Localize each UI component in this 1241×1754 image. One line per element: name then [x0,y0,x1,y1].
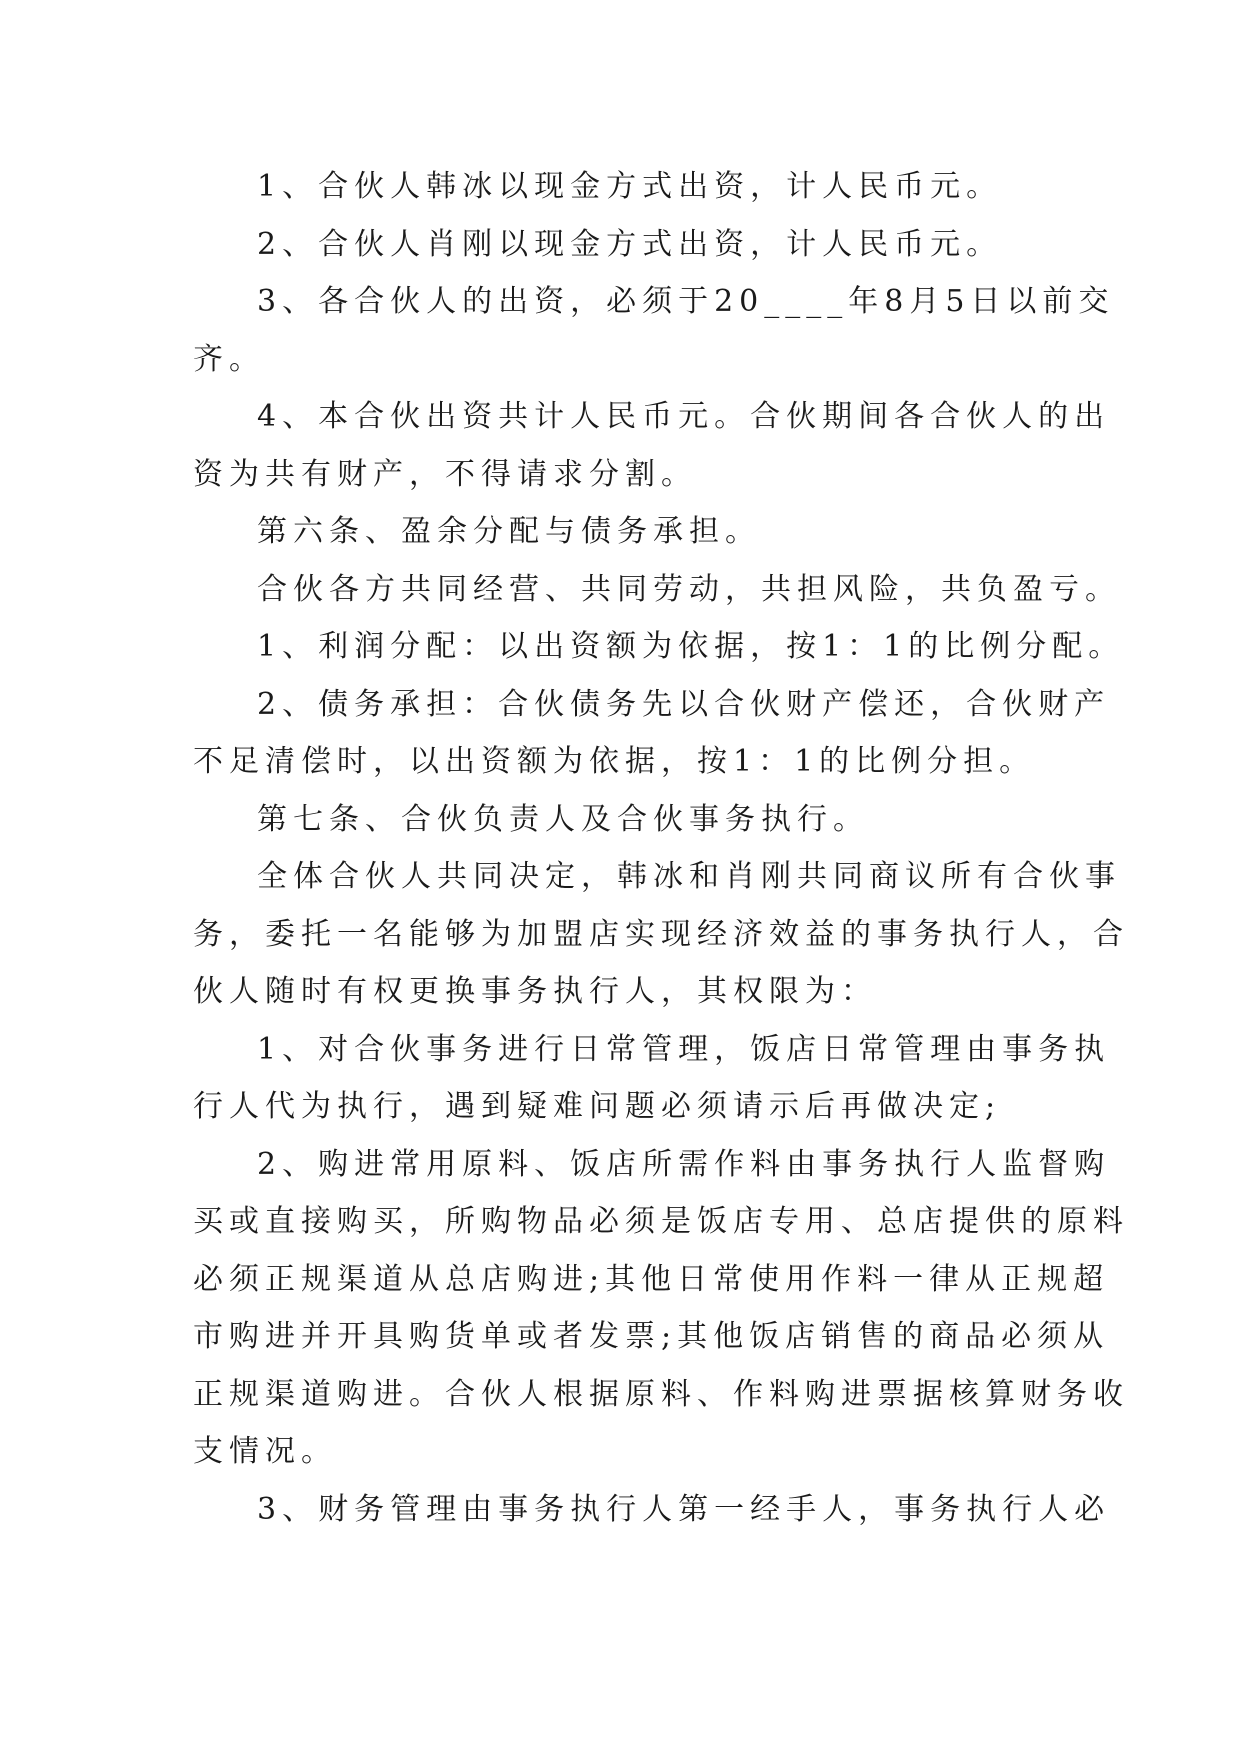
paragraph-line: 1、合伙人韩冰以现金方式出资，计人民币元。 [257,169,1003,204]
paragraph-line: 资为共有财产，不得请求分割。 [193,456,697,492]
paragraph-line: 齐。 [193,341,265,377]
paragraph-line: 全体合伙人共同决定，韩冰和肖刚共同商议所有合伙事 [257,859,1121,894]
paragraph-line: 4、本合伙出资共计人民币元。合伙期间各合伙人的出 [257,399,1111,434]
paragraph-line: 3、财务管理由事务执行人第一经手人，事务执行人必 [257,1491,1111,1527]
section-heading: 第六条、盈余分配与债务承担。 [257,514,761,549]
paragraph-line: 市购进并开具购货单或者发票;其他饭店销售的商品必须从 [193,1319,1110,1354]
paragraph-line: 不足清偿时，以出资额为依据，按1：1的比例分担。 [193,744,1036,779]
paragraph-line: 2、购进常用原料、饭店所需作料由事务执行人监督购 [257,1146,1111,1182]
paragraph-line: 买或直接购买，所购物品必须是饭店专用、总店提供的原料 [193,1204,1129,1239]
paragraph-line: 支情况。 [193,1434,337,1469]
paragraph-line: 2、债务承担：合伙债务先以合伙财产偿还，合伙财产 [257,686,1111,722]
paragraph-line: 合伙各方共同经营、共同劳动，共担风险，共负盈亏。 [257,571,1121,607]
paragraph-line: 1、利润分配：以出资额为依据，按1：1的比例分配。 [257,629,1125,664]
document-body [193,158,1129,1538]
paragraph-line: 务，委托一名能够为加盟店实现经济效益的事务执行人，合 [193,916,1129,952]
paragraph-line: 正规渠道购进。合伙人根据原料、作料购进票据核算财务收 [193,1376,1129,1412]
paragraph-line: 2、合伙人肖刚以现金方式出资，计人民币元。 [257,226,1003,262]
paragraph-line: 必须正规渠道从总店购进;其他日常使用作料一律从正规超 [193,1261,1110,1297]
section-heading: 第七条、合伙负责人及合伙事务执行。 [257,801,869,837]
paragraph-line: 1、对合伙事务进行日常管理，饭店日常管理由事务执 [257,1031,1111,1067]
paragraph-line: 伙人随时有权更换事务执行人，其权限为： [193,974,877,1009]
paragraph-line: 行人代为执行，遇到疑难问题必须请示后再做决定; [193,1089,1002,1124]
paragraph-line: 3、各合伙人的出资，必须于20____年8月5日以前交 [257,284,1115,319]
